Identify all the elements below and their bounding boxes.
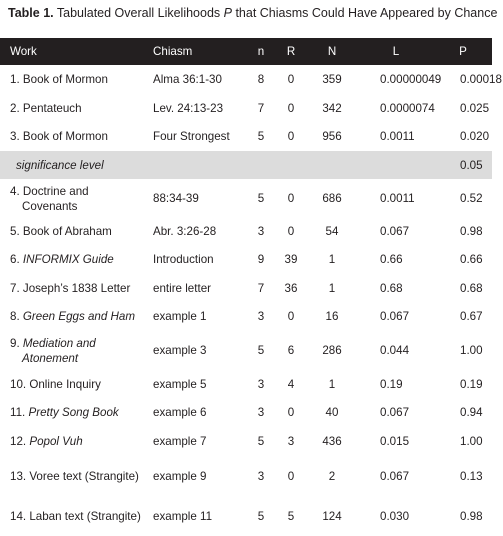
row-number: 5. (10, 225, 23, 238)
cell-chiasm: example 11 (153, 509, 213, 523)
row-number: 8. (10, 310, 23, 323)
cell-work (0, 496, 153, 536)
cell-r: 3 (287, 435, 295, 448)
cell-chiasm: Alma 36:1-30 (153, 73, 222, 86)
work-title: Book of Mormon (22, 130, 108, 143)
header-l: L (392, 45, 400, 58)
significance-label: significance level (16, 158, 104, 172)
cell-p: 0.98 (460, 509, 483, 523)
likelihood-table (0, 38, 502, 536)
cell-p: 0.98 (460, 225, 483, 238)
cell-r: 0 (287, 192, 295, 205)
cell-chiasm: example 1 (153, 310, 207, 323)
cell-big-n: 436 (322, 435, 342, 448)
cell-l: 0.015 (380, 435, 410, 448)
row-number: 2. (10, 101, 23, 115)
cell-big-n: 956 (322, 130, 342, 143)
cell-big-n: 54 (325, 225, 339, 238)
table-row (0, 398, 492, 427)
cell-chiasm: example 6 (153, 406, 207, 419)
cell-work (0, 302, 153, 331)
work-title: Joseph’s 1838 Letter (22, 281, 131, 295)
cell-r: 0 (287, 406, 295, 419)
header-work: Work (10, 45, 37, 58)
cell-l: 0.0000074 (380, 101, 435, 115)
cell-l: 0.067 (380, 406, 410, 419)
cell-n: 3 (257, 310, 265, 323)
cell-work (0, 456, 153, 496)
table-number: Table 1. (8, 6, 54, 20)
cell-p: 0.94 (460, 406, 483, 419)
cell-p: 0.13 (460, 469, 483, 483)
cell-l: 0.0011 (380, 130, 415, 143)
table-header-row (0, 38, 492, 65)
cell-n: 7 (257, 281, 265, 295)
cell-n: 5 (257, 130, 265, 143)
cell-l: 0.19 (380, 377, 403, 391)
row-number: 9. (10, 336, 23, 350)
cell-p: 0.025 (460, 101, 490, 115)
cell-p: 0.67 (460, 310, 483, 323)
cell-big-n: 124 (322, 509, 342, 523)
cell-r: 0 (287, 469, 295, 483)
work-title: Pretty Song Book (28, 406, 119, 419)
cell-n: 7 (257, 101, 265, 115)
work-title: Popol Vuh (29, 435, 83, 448)
cell-r: 0 (287, 73, 295, 86)
cell-p: 0.19 (460, 377, 483, 391)
cell-chiasm: example 5 (153, 377, 207, 391)
cell-n: 5 (257, 509, 265, 523)
row-number: 7. (10, 281, 23, 295)
cell-work (0, 94, 153, 122)
cell-n: 3 (257, 377, 265, 391)
work-title: Voree text (Strangite) (29, 469, 139, 483)
cell-chiasm: entire letter (153, 281, 211, 295)
row-number: 11. (10, 406, 29, 419)
cell-n: 8 (257, 73, 265, 86)
table-row (0, 427, 492, 456)
row-number: 6. (10, 253, 23, 266)
significance-row (0, 151, 492, 179)
cell-l: 0.067 (380, 225, 410, 238)
work-title-line2: Covenants (22, 199, 78, 213)
header-n: n (257, 45, 265, 58)
table-caption (8, 4, 497, 22)
significance-p: 0.05 (460, 158, 483, 172)
work-title-line2: Atonement (22, 351, 79, 365)
cell-work (0, 122, 153, 151)
cell-p: 0.020 (460, 130, 490, 143)
table-row (0, 122, 492, 151)
cell-r: 6 (287, 344, 295, 357)
cell-big-n: 16 (325, 310, 339, 323)
table-row (0, 496, 492, 536)
row-number: 3. (10, 130, 23, 143)
cell-work (0, 218, 153, 245)
cell-big-n: 1 (328, 281, 336, 295)
table-row (0, 218, 492, 245)
table-row (0, 94, 492, 122)
cell-chiasm: example 3 (153, 344, 207, 357)
cell-p: 0.00018 (460, 73, 502, 86)
cell-chiasm: Four Strongest (153, 130, 230, 143)
work-title: Book of Abraham (22, 225, 112, 238)
header-chiasm: Chiasm (153, 45, 193, 58)
cell-r: 5 (287, 509, 295, 523)
cell-r: 4 (287, 377, 295, 391)
row-number: 10. (10, 377, 30, 391)
cell-chiasm: Abr. 3:26-28 (153, 225, 217, 238)
cell-p: 1.00 (460, 435, 483, 448)
cell-r: 36 (284, 281, 298, 295)
table-row (0, 179, 492, 218)
cell-work (0, 245, 153, 274)
cell-big-n: 359 (322, 73, 342, 86)
work-title: Green Eggs and Ham (22, 310, 136, 323)
row-number: 4. (10, 184, 23, 198)
cell-l: 0.067 (380, 469, 410, 483)
caption-text-before: Tabulated Overall Likelihoods (53, 6, 224, 20)
cell-l: 0.0011 (380, 192, 415, 205)
cell-work (0, 427, 153, 456)
table-row (0, 245, 492, 274)
cell-work (0, 331, 153, 370)
row-number: 12. (10, 435, 30, 448)
cell-l: 0.030 (380, 509, 410, 523)
table-row (0, 65, 492, 94)
header-r: R (286, 45, 296, 58)
cell-r: 0 (287, 310, 295, 323)
work-title: INFORMIX Guide (22, 253, 114, 266)
cell-big-n: 2 (328, 469, 336, 483)
row-number: 14. (10, 509, 30, 523)
cell-p: 0.66 (460, 253, 483, 266)
cell-l: 0.68 (380, 281, 403, 295)
caption-text-after: that Chiasms Could Have Appeared by Chance (231, 6, 498, 20)
header-big-n: N (327, 45, 337, 58)
cell-n: 3 (257, 406, 265, 419)
cell-chiasm: 88:34-39 (153, 192, 199, 205)
cell-p: 0.52 (460, 192, 483, 205)
cell-chiasm: Introduction (153, 253, 214, 266)
cell-big-n: 286 (322, 344, 342, 357)
work-title: Laban text (Strangite) (29, 509, 141, 523)
cell-r: 0 (287, 225, 295, 238)
cell-chiasm: example 7 (153, 435, 207, 448)
table-row (0, 456, 492, 496)
cell-big-n: 1 (328, 377, 336, 391)
cell-work (0, 65, 153, 94)
header-p: P (459, 45, 467, 58)
cell-n: 9 (257, 253, 265, 266)
cell-r: 0 (287, 101, 295, 115)
cell-big-n: 686 (322, 192, 342, 205)
cell-p: 0.68 (460, 281, 483, 295)
row-number: 1. (10, 73, 23, 86)
cell-n: 5 (257, 192, 265, 205)
cell-p: 1.00 (460, 344, 483, 357)
cell-work (0, 370, 153, 398)
table-row (0, 331, 492, 370)
cell-n: 3 (257, 469, 265, 483)
row-number: 13. (10, 469, 30, 483)
cell-work (0, 398, 153, 427)
cell-l: 0.66 (380, 253, 403, 266)
cell-n: 5 (257, 344, 265, 357)
cell-work (0, 274, 153, 302)
cell-l: 0.044 (380, 344, 410, 357)
cell-big-n: 342 (322, 101, 342, 115)
cell-l: 0.00000049 (380, 73, 442, 86)
work-title: Online Inquiry (29, 377, 101, 391)
cell-r: 0 (287, 130, 295, 143)
cell-n: 3 (257, 225, 265, 238)
cell-chiasm: example 9 (153, 469, 207, 483)
cell-l: 0.067 (380, 310, 410, 323)
cell-r: 39 (284, 253, 298, 266)
work-title-line1: Mediation and (22, 336, 96, 350)
cell-big-n: 40 (325, 406, 339, 419)
table-row (0, 302, 492, 331)
cell-work (0, 179, 153, 218)
table-row (0, 274, 492, 302)
cell-big-n: 1 (328, 253, 336, 266)
cell-n: 5 (257, 435, 265, 448)
work-title: Book of Mormon (22, 73, 108, 86)
work-title (10, 337, 96, 365)
work-title-line1: Doctrine and (22, 184, 89, 198)
table-row (0, 370, 492, 398)
caption-p: P (223, 6, 232, 20)
cell-chiasm: Lev. 24:13-23 (153, 101, 224, 115)
work-title: Pentateuch (22, 101, 82, 115)
